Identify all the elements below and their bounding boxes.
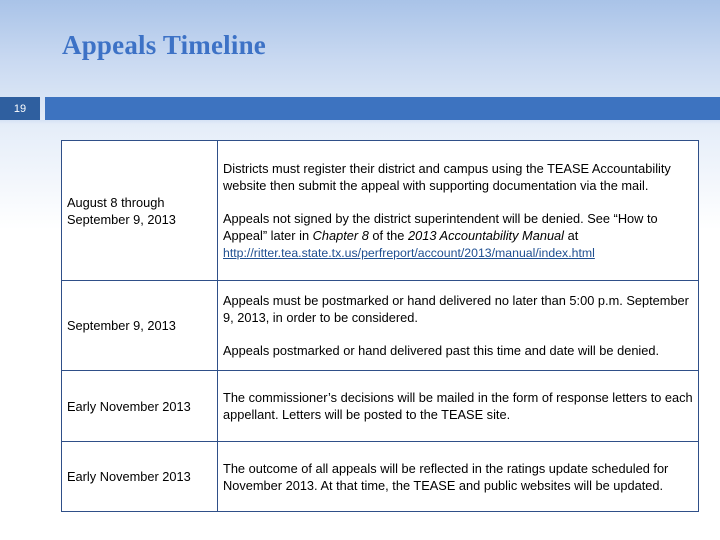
timeline-description-cell — [218, 141, 699, 281]
timeline-date-cell — [62, 141, 218, 281]
paragraph-text: Appeals not signed by the district superintendent will be denied. See “How to Appeal” later in — [223, 210, 658, 243]
table-row — [62, 442, 699, 512]
timeline-date-line: August 8 through — [67, 194, 165, 210]
appeals-timeline-table — [61, 140, 699, 512]
header-accent-line — [45, 97, 720, 120]
table-row — [62, 281, 699, 371]
timeline-description-cell — [218, 281, 699, 371]
table-row — [62, 141, 699, 281]
timeline-description-cell — [218, 442, 699, 512]
timeline-paragraph: The commissioner’s decisions will be mailed in the form of response letters to each appellant. Letters will be posted to the TEASE site. — [223, 390, 693, 422]
timeline-paragraph: Districts must register their district and campus using the TEASE Accountability website then submit the appeal with supporting documentation via the mail. — [223, 160, 671, 193]
manual-title: 2013 Accountability Manual — [407, 227, 565, 243]
paragraph-text: at — [564, 227, 579, 243]
slide-header-bar — [0, 97, 720, 120]
slide-number: 19 — [0, 97, 40, 120]
table-row — [62, 371, 699, 442]
slide-title: Appeals Timeline — [62, 30, 266, 60]
timeline-paragraph: The outcome of all appeals will be reflected in the ratings update scheduled for November 2013. At that time, the TEASE and public websites will be updated. — [223, 460, 669, 493]
header-accent-shadow — [0, 120, 720, 124]
timeline-paragraph: Appeals postmarked or hand delivered past this time and date will be denied. — [223, 343, 660, 358]
timeline-paragraph — [223, 210, 693, 262]
timeline-paragraph: Appeals must be postmarked or hand delivered no later than 5:00 p.m. September 9, 2013, in order to be considered. — [223, 293, 689, 325]
timeline-date-line: September 9, 2013 — [67, 211, 176, 227]
chapter-reference: Chapter 8 — [312, 227, 369, 243]
timeline-description-cell — [218, 371, 699, 442]
paragraph-text: of the — [368, 227, 408, 243]
manual-link[interactable]: http://ritter.tea.state.tx.us/perfreport/account/2013/manual/index.html — [223, 245, 595, 260]
timeline-date-cell: Early November 2013 — [62, 442, 218, 512]
timeline-date-cell: September 9, 2013 — [62, 281, 218, 371]
timeline-date-cell: Early November 2013 — [62, 371, 218, 442]
